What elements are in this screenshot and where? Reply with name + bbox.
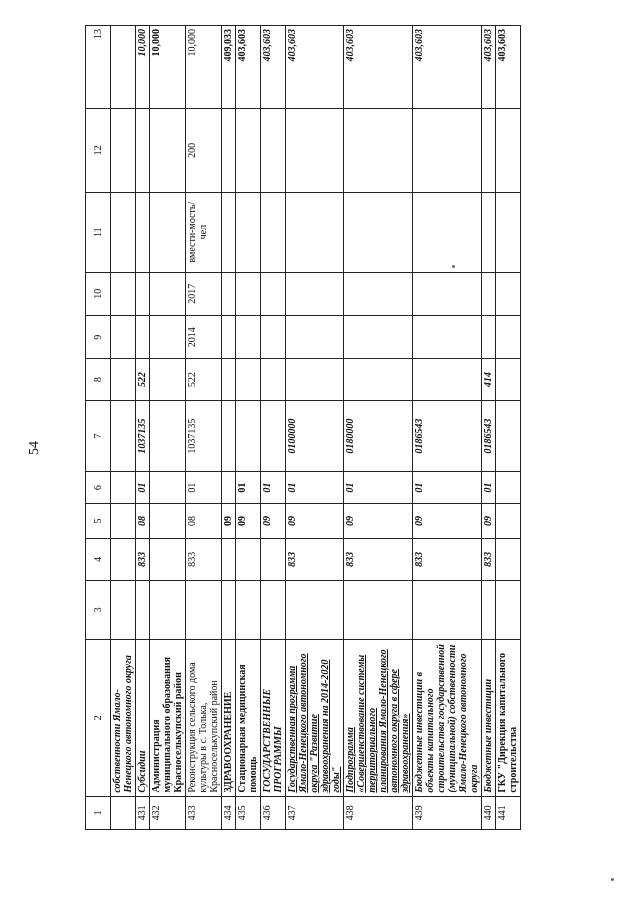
col-header-13: 13 xyxy=(86,26,111,109)
cell-col-13: 403,603 xyxy=(236,26,261,109)
cell-col-11 xyxy=(150,192,186,272)
cell-col-13: 403,603 xyxy=(261,26,286,109)
col-header-1: 1 xyxy=(86,796,111,829)
cell-col-11 xyxy=(111,192,136,272)
cell-col-1: 441 xyxy=(496,796,521,829)
cell-col-11 xyxy=(482,192,496,272)
cell-col-7: 1037135 xyxy=(136,400,150,472)
col-header-3: 3 xyxy=(86,580,111,640)
cell-col-5: 08 xyxy=(186,503,222,538)
cell-col-5 xyxy=(111,503,136,538)
cell-col-1: 439 xyxy=(413,796,482,829)
cell-col-5: 09 xyxy=(344,503,413,538)
cell-col-13: 403,603 xyxy=(286,26,344,109)
cell-col-3 xyxy=(496,580,521,640)
table-row xyxy=(111,26,136,830)
cell-col-2: Бюджетные инвестиции в объекты капитального строительства государственной (муниципальной) собственности Ямало-Ненецкого автономного округа xyxy=(413,640,482,797)
cell-col-4: 833 xyxy=(186,539,222,580)
cell-col-2: ЗДРАВООХРАНЕНИЕ xyxy=(222,640,236,797)
cell-col-6 xyxy=(150,472,186,503)
cell-col-3 xyxy=(150,580,186,640)
table-row xyxy=(413,26,482,830)
page-number: 54 xyxy=(27,441,42,455)
cell-col-1 xyxy=(111,796,136,829)
cell-col-8: 522 xyxy=(136,359,150,400)
cell-col-12 xyxy=(150,108,186,192)
col-header-5: 5 xyxy=(86,503,111,538)
cell-col-8 xyxy=(344,359,413,400)
cell-col-11 xyxy=(496,192,521,272)
cell-col-1: 438 xyxy=(344,796,413,829)
column-number-row xyxy=(86,26,111,830)
cell-col-1: 432 xyxy=(150,796,186,829)
cell-col-12 xyxy=(286,108,344,192)
cell-col-2: Бюджетные инвестиции xyxy=(482,640,496,797)
col-header-11: 11 xyxy=(86,192,111,272)
col-header-4: 4 xyxy=(86,539,111,580)
cell-col-9 xyxy=(261,315,286,358)
col-header-9: 9 xyxy=(86,315,111,358)
cell-col-2: Субсидии xyxy=(136,640,150,797)
table-row xyxy=(186,26,222,830)
cell-col-2: Подпрограмма «Совершенствование системы территориального планирования Ямало-Ненецкого автономного округа в сфере здравоохранения» xyxy=(344,640,413,797)
cell-col-13: 403,603 xyxy=(496,26,521,109)
table-row xyxy=(136,26,150,830)
cell-col-1: 431 xyxy=(136,796,150,829)
cell-col-8 xyxy=(150,359,186,400)
cell-col-2: ГОСУДАРСТВЕННЫЕ ПРОГРАММЫ xyxy=(261,640,286,797)
cell-col-10 xyxy=(413,272,482,315)
cell-col-12 xyxy=(111,108,136,192)
table-row xyxy=(261,26,286,830)
cell-col-5: 09 xyxy=(413,503,482,538)
cell-col-9 xyxy=(111,315,136,358)
cell-col-9 xyxy=(136,315,150,358)
cell-col-3 xyxy=(286,580,344,640)
cell-col-10 xyxy=(222,272,236,315)
scan-speck xyxy=(611,878,614,881)
cell-col-4: 833 xyxy=(482,539,496,580)
cell-col-5: 09 xyxy=(482,503,496,538)
cell-col-2: ГКУ "Дирекция капитального строительства xyxy=(496,640,521,797)
cell-col-3 xyxy=(186,580,222,640)
cell-col-1: 436 xyxy=(261,796,286,829)
cell-col-12 xyxy=(136,108,150,192)
cell-col-5: 09 xyxy=(236,503,261,538)
cell-col-7 xyxy=(222,400,236,472)
cell-col-6 xyxy=(222,472,236,503)
cell-col-5: 08 xyxy=(136,503,150,538)
cell-col-5 xyxy=(150,503,186,538)
col-header-2: 2 xyxy=(86,640,111,797)
cell-col-9: 2014 xyxy=(186,315,222,358)
cell-col-10 xyxy=(482,272,496,315)
cell-col-10 xyxy=(111,272,136,315)
cell-col-3 xyxy=(261,580,286,640)
cell-col-2: Администрация муниципального образования Красноселькупский район xyxy=(150,640,186,797)
cell-col-12: 200 xyxy=(186,108,222,192)
cell-col-9 xyxy=(482,315,496,358)
table-row xyxy=(344,26,413,830)
cell-col-7 xyxy=(111,400,136,472)
cell-col-11 xyxy=(413,192,482,272)
cell-col-7 xyxy=(496,400,521,472)
cell-col-3 xyxy=(136,580,150,640)
cell-col-13: 403,603 xyxy=(413,26,482,109)
cell-col-8 xyxy=(222,359,236,400)
cell-col-4: 833 xyxy=(136,539,150,580)
cell-col-7 xyxy=(236,400,261,472)
table-row xyxy=(150,26,186,830)
cell-col-8 xyxy=(236,359,261,400)
cell-col-9 xyxy=(413,315,482,358)
cell-col-11 xyxy=(344,192,413,272)
cell-col-1: 433 xyxy=(186,796,222,829)
cell-col-11 xyxy=(286,192,344,272)
cell-col-6: 01 xyxy=(236,472,261,503)
cell-col-3 xyxy=(482,580,496,640)
cell-col-7: 0186543 xyxy=(482,400,496,472)
cell-col-3 xyxy=(413,580,482,640)
cell-col-11 xyxy=(236,192,261,272)
cell-col-6: 01 xyxy=(136,472,150,503)
cell-col-6 xyxy=(111,472,136,503)
cell-col-8 xyxy=(413,359,482,400)
table-row xyxy=(286,26,344,830)
cell-col-10 xyxy=(136,272,150,315)
table-row xyxy=(236,26,261,830)
cell-col-4 xyxy=(261,539,286,580)
cell-col-6: 01 xyxy=(482,472,496,503)
cell-col-11: вмести-мость/чел xyxy=(186,192,222,272)
cell-col-8 xyxy=(496,359,521,400)
cell-col-3 xyxy=(236,580,261,640)
cell-col-12 xyxy=(482,108,496,192)
cell-col-10 xyxy=(496,272,521,315)
cell-col-8 xyxy=(261,359,286,400)
cell-col-13: 10,000 xyxy=(186,26,222,109)
cell-col-6: 01 xyxy=(261,472,286,503)
col-header-12: 12 xyxy=(86,108,111,192)
cell-col-13: 10,000 xyxy=(150,26,186,109)
cell-col-7: 0180000 xyxy=(344,400,413,472)
cell-col-1: 434 xyxy=(222,796,236,829)
cell-col-10 xyxy=(236,272,261,315)
cell-col-6 xyxy=(496,472,521,503)
table-row xyxy=(496,26,521,830)
cell-col-3 xyxy=(344,580,413,640)
cell-col-10: 2017 xyxy=(186,272,222,315)
cell-col-12 xyxy=(413,108,482,192)
cell-col-10 xyxy=(150,272,186,315)
cell-col-12 xyxy=(344,108,413,192)
cell-col-7 xyxy=(261,400,286,472)
cell-col-13: 403,603 xyxy=(482,26,496,109)
cell-col-10 xyxy=(261,272,286,315)
cell-col-9 xyxy=(222,315,236,358)
cell-col-13: 409,033 xyxy=(222,26,236,109)
cell-col-1: 437 xyxy=(286,796,344,829)
cell-col-12 xyxy=(496,108,521,192)
col-header-8: 8 xyxy=(86,359,111,400)
budget-table-container xyxy=(85,25,630,830)
cell-col-4: 833 xyxy=(344,539,413,580)
cell-col-6: 01 xyxy=(286,472,344,503)
table-row xyxy=(482,26,496,830)
cell-col-13: 403,603 xyxy=(344,26,413,109)
cell-col-4 xyxy=(496,539,521,580)
cell-col-8 xyxy=(111,359,136,400)
cell-col-9 xyxy=(236,315,261,358)
col-header-10: 10 xyxy=(86,272,111,315)
cell-col-13 xyxy=(111,26,136,109)
cell-col-7: 1037135 xyxy=(186,400,222,472)
cell-col-4 xyxy=(111,539,136,580)
col-header-7: 7 xyxy=(86,400,111,472)
cell-col-9 xyxy=(344,315,413,358)
cell-col-2: Стационарная медицинская помощь xyxy=(236,640,261,797)
cell-col-6: 01 xyxy=(186,472,222,503)
cell-col-1: 440 xyxy=(482,796,496,829)
cell-col-10 xyxy=(286,272,344,315)
scan-speck xyxy=(452,265,455,268)
cell-col-8: 522 xyxy=(186,359,222,400)
col-header-6: 6 xyxy=(86,472,111,503)
cell-col-6: 01 xyxy=(413,472,482,503)
cell-col-10 xyxy=(344,272,413,315)
cell-col-4 xyxy=(222,539,236,580)
cell-col-12 xyxy=(222,108,236,192)
cell-col-6: 01 xyxy=(344,472,413,503)
cell-col-5: 09 xyxy=(222,503,236,538)
cell-col-2: Реконструкция сельского дома культуры в с. Толька, Красноселькупский район xyxy=(186,640,222,797)
cell-col-3 xyxy=(222,580,236,640)
cell-col-9 xyxy=(286,315,344,358)
budget-table xyxy=(85,25,521,830)
table-row xyxy=(222,26,236,830)
cell-col-12 xyxy=(261,108,286,192)
cell-col-11 xyxy=(222,192,236,272)
cell-col-2: собственности Ямало-Ненецкого автономного округа xyxy=(111,640,136,797)
cell-col-7 xyxy=(150,400,186,472)
cell-col-5: 09 xyxy=(261,503,286,538)
cell-col-1: 435 xyxy=(236,796,261,829)
cell-col-9 xyxy=(150,315,186,358)
cell-col-4: 833 xyxy=(413,539,482,580)
cell-col-9 xyxy=(496,315,521,358)
cell-col-12 xyxy=(236,108,261,192)
cell-col-2: Государственная программа Ямало-Ненецкого автономного округа "Развитие здравоохранения на 2014-2020 годы" xyxy=(286,640,344,797)
cell-col-8: 414 xyxy=(482,359,496,400)
cell-col-11 xyxy=(136,192,150,272)
cell-col-7: 0186543 xyxy=(413,400,482,472)
cell-col-5: 09 xyxy=(286,503,344,538)
cell-col-3 xyxy=(111,580,136,640)
cell-col-4: 833 xyxy=(286,539,344,580)
cell-col-5 xyxy=(496,503,521,538)
cell-col-11 xyxy=(261,192,286,272)
cell-col-4 xyxy=(150,539,186,580)
cell-col-8 xyxy=(286,359,344,400)
cell-col-7: 0100000 xyxy=(286,400,344,472)
cell-col-13: 10,000 xyxy=(136,26,150,109)
cell-col-4 xyxy=(236,539,261,580)
